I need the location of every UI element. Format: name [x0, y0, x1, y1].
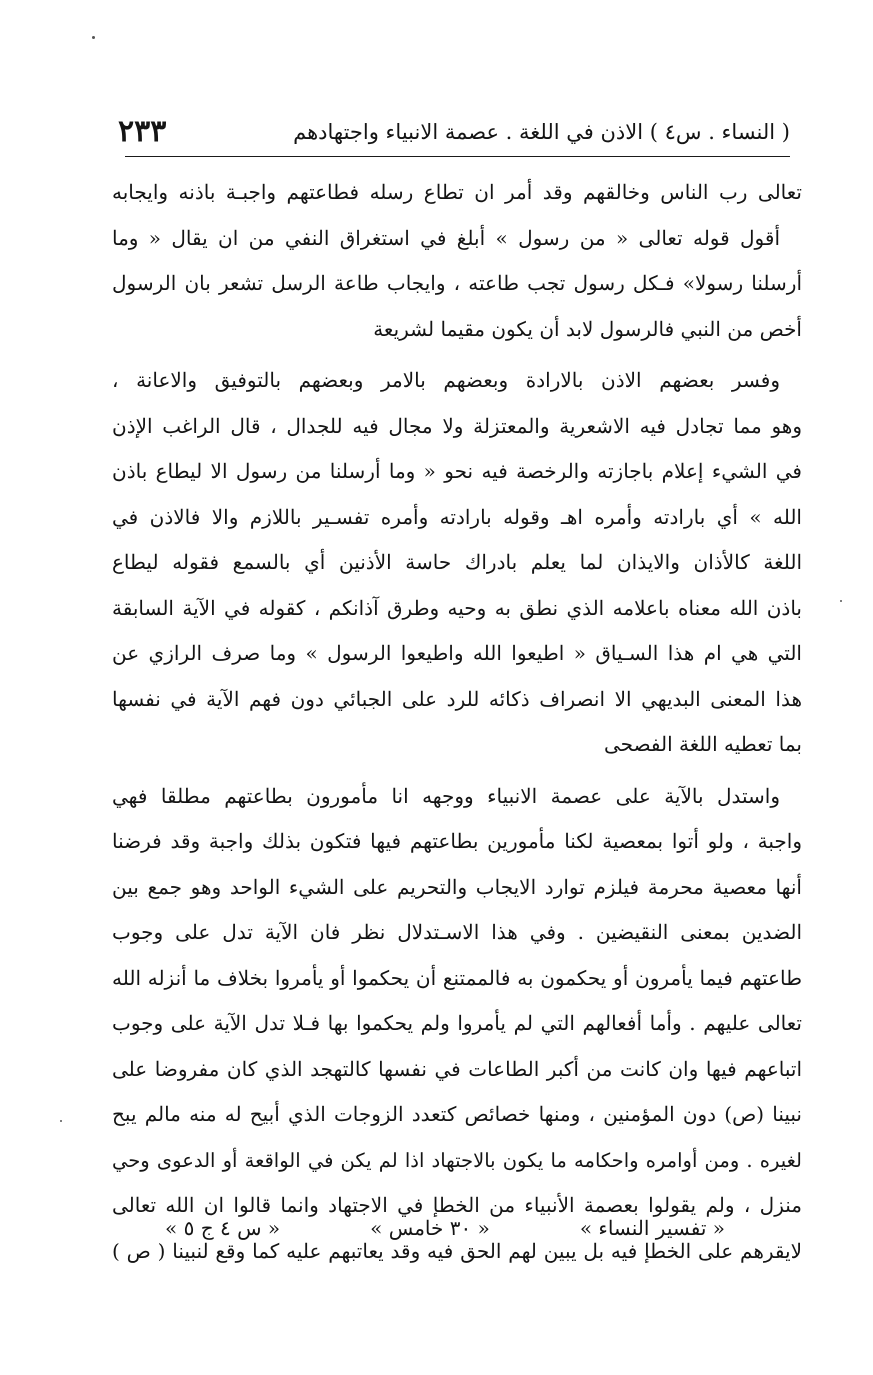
text-line: أخص من النبي فالرسول لابد أن يكون مقيما لشريعة [373, 316, 802, 341]
page-number: ٢٣٣ [118, 114, 167, 149]
text-line: باذن الله معناه باعلامه الذي نطق به وحيه وطرق آذانكم ، كقوله في الآية السابقة [112, 595, 802, 620]
text-line: الضدين بمعنى النقيضين . وفي هذا الاسـتدلال نظر فان الآية تدل على وجوب [112, 920, 802, 944]
text-line: تعالى عليهم . وأما أفعالهم التي لم يأمروا ولم يحكموا بها فـلا تدل الآية على وجوب [112, 1011, 802, 1035]
text-line: واستدل بالآية على عصمة الانبياء ووجهه انا مأمورون بطاعتهم مطلقا فهي [112, 783, 780, 808]
footer-volume: « س ٤ ج ٥ » [165, 1216, 281, 1240]
text-line: اللغة كالأذان والايذان لما يعلم بادراك حاسة الأذنين أي بالسمع فقوله ليطاع [112, 550, 802, 574]
text-line: لايقرهم على الخطإ فيه بل يبين لهم الحق فيه وقد يعاتبهم عليه كما وقع لنبينا ( ص ) [112, 1238, 802, 1263]
text-line: أقول قوله تعالى « من رسول » أبلغ في استغراق النفي من ان يقال « وما [112, 225, 780, 250]
text-line: في الشيء إعلام باجازته والرخصة فيه نحو « وما أرسلنا من رسول الا ليطاع باذن [112, 459, 802, 483]
text-line: أنها معصية محرمة فيلزم توارد الايجاب والتحريم على الشيء الواحد وهو جمع بين [112, 874, 802, 899]
text-line: التي هي ام هذا السـياق « اطيعوا الله واطيعوا الرسول » وما صرف الرازي عن [112, 641, 802, 665]
page-footer [165, 1212, 725, 1244]
text-line: واجبة ، ولو أتوا بمعصية لكنا مأمورين بطاعتهم فيها فتكون بذلك واجبة وقد فرضنا [112, 829, 802, 853]
running-header [118, 112, 790, 152]
text-line: هذا المعنى البديهي الا انصراف ذكائه للرد على الجبائي دون فهم الآية في نفسها [112, 686, 802, 711]
header-rule [125, 156, 790, 157]
text-line: لغيره . ومن أوامره واحكامه ما يكون بالاجتهاد اذا لم يكن في الواقعة أو الدعوى وحي [112, 1148, 802, 1172]
body-text [112, 170, 802, 1274]
text-line: أرسلنا رسولا» فـكل رسول تجب طاعته ، وايجاب طاعة الرسل تشعر بان الرسول [112, 271, 802, 295]
text-line: طاعتهم فيما يأمرون أو يحكمون به فالممتنع أن يحكموا أو يأمروا بخلاف ما أنزله الله [112, 965, 802, 990]
header-title: ( النساء . س٤ ) الاذن في اللغة . عصمة الانبياء واجتهادهم [293, 120, 790, 144]
scan-speck [60, 1120, 62, 1122]
footer-signature: « ٣٠ خامس » [370, 1216, 490, 1240]
footer-book-title: « تفسير النساء » [579, 1216, 725, 1240]
scan-speck [92, 36, 95, 39]
text-line: الله » أي بارادته وأمره اهـ وقوله بارادته وأمره تفسـير باللازم والا فالاذن في [112, 504, 802, 529]
scan-speck [840, 600, 842, 602]
text-line: بما تعطيه اللغة الفصحى [603, 732, 802, 756]
text-line: تعالى رب الناس وخالقهم وقد أمر ان تطاع رسله فطاعتهم واجبـة باذنه وايجابه [112, 180, 802, 204]
text-line: اتباعهم فيها وان كانت من أكبر الطاعات في نفسها كالتهجد الذي كان مفروضا على [112, 1056, 803, 1081]
text-line: وهو مما تجادل فيه الاشعرية والمعتزلة ولا مجال فيه للجدال ، قال الراغب الإذن [112, 413, 802, 438]
text-line: نبينا (ص) دون المؤمنين ، ومنها خصائص كتعدد الزوجات الذي أبيح له منه مالم يبح [112, 1102, 802, 1126]
text-line: وفسر بعضهم الاذن بالارادة وبعضهم بالامر وبعضهم بالتوفيق والاعانة ، [112, 368, 781, 392]
text-line: منزل ، ولم يقولوا بعصمة الأنبياء من الخطإ في الاجتهاد وانما قالوا ان الله تعالى [112, 1193, 802, 1217]
